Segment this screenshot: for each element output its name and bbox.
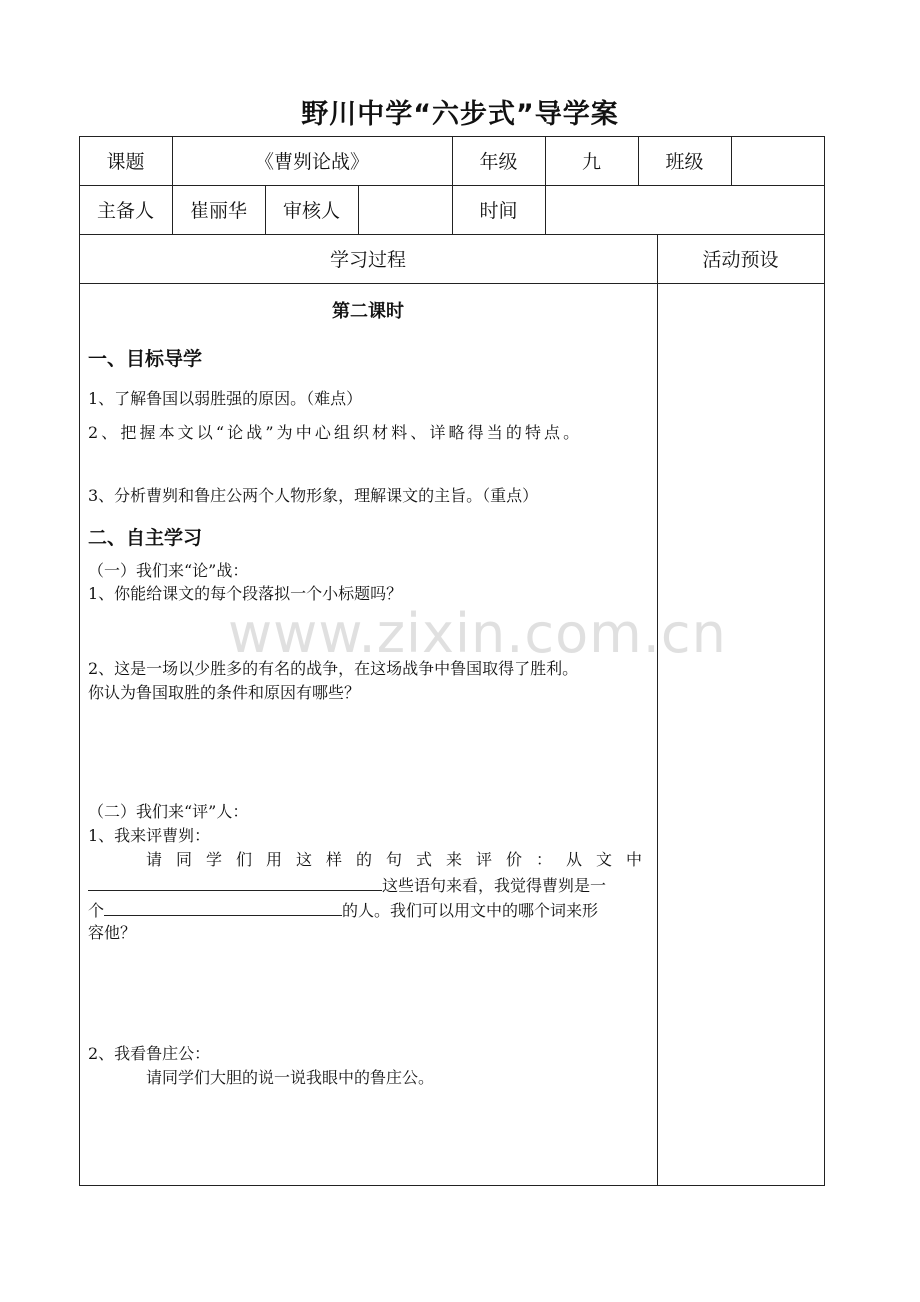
question-4-line: 请同学们大胆的说一说我眼中的鲁庄公。 [146,1068,435,1087]
part2-title: （二）我们来“评”人： [88,802,249,821]
activity-column-divider [657,234,658,1186]
topic-value: 《曹刿论战》 [254,151,369,173]
question-4: 2、我看鲁庄公： [88,1044,211,1063]
time-value[interactable] [545,185,824,234]
grade-value: 九 [581,151,601,173]
table-border-bottom [79,1185,825,1186]
question-3-line-1: 请同学们用这样的句式来评价：从文中 [146,850,657,869]
question-3-line-3-prefix: 个 [88,901,105,920]
question-3: 1、我来评曹刿： [88,826,211,845]
table-border-right [824,136,825,1186]
question-1: 1、你能给课文的每个段落拟一个小标题吗？ [88,584,403,603]
process-column-header: 学习过程 [329,249,406,271]
question-2-line-2: 你认为鲁国取胜的条件和原因有哪些？ [88,683,361,702]
grade-label: 年级 [479,151,518,173]
class-label: 班级 [665,151,704,173]
preparer-label: 主备人 [96,200,154,222]
class-value[interactable] [731,136,824,185]
answer-blank[interactable] [88,872,382,891]
question-3-line-3 [88,897,598,923]
table-border-left [79,136,80,1186]
document-title: 野川中学“六步式”导学案 [301,99,619,130]
preparer-value: 崔丽华 [189,200,247,222]
question-3-line-2-text: 这些语句来看，我觉得曹刿是一 [382,876,607,895]
goal-item-1: 1、了解鲁国以弱胜强的原因。（难点） [88,389,363,408]
row-divider [79,283,825,284]
watermark: www.zixin.com.cn [228,602,727,665]
section-heading-goals: 一、目标导学 [88,348,203,370]
time-label: 时间 [479,200,518,222]
activity-column-header: 活动预设 [702,249,779,271]
question-3-line-3-text: 的人。我们可以用文中的哪个词来形 [342,901,599,920]
question-3-line-2 [88,872,606,898]
answer-blank[interactable] [104,897,342,916]
topic-label: 课题 [106,151,145,173]
question-3-line-4: 容他？ [88,923,137,942]
section-heading-self-study: 二、自主学习 [88,527,203,549]
reviewer-value[interactable] [358,185,452,234]
goal-item-2: 2、把握本文以“论战”为中心组织材料、详略得当的特点。 [88,423,583,442]
goal-item-3: 3、分析曹刿和鲁庄公两个人物形象，理解课文的主旨。（重点） [88,486,539,505]
reviewer-label: 审核人 [282,200,340,222]
lesson-period: 第二课时 [332,301,404,322]
part1-title: （一）我们来“论”战： [88,561,249,580]
question-2-line-1: 2、这是一场以少胜多的有名的战争，在这场战争中鲁国取得了胜利。 [88,659,579,678]
